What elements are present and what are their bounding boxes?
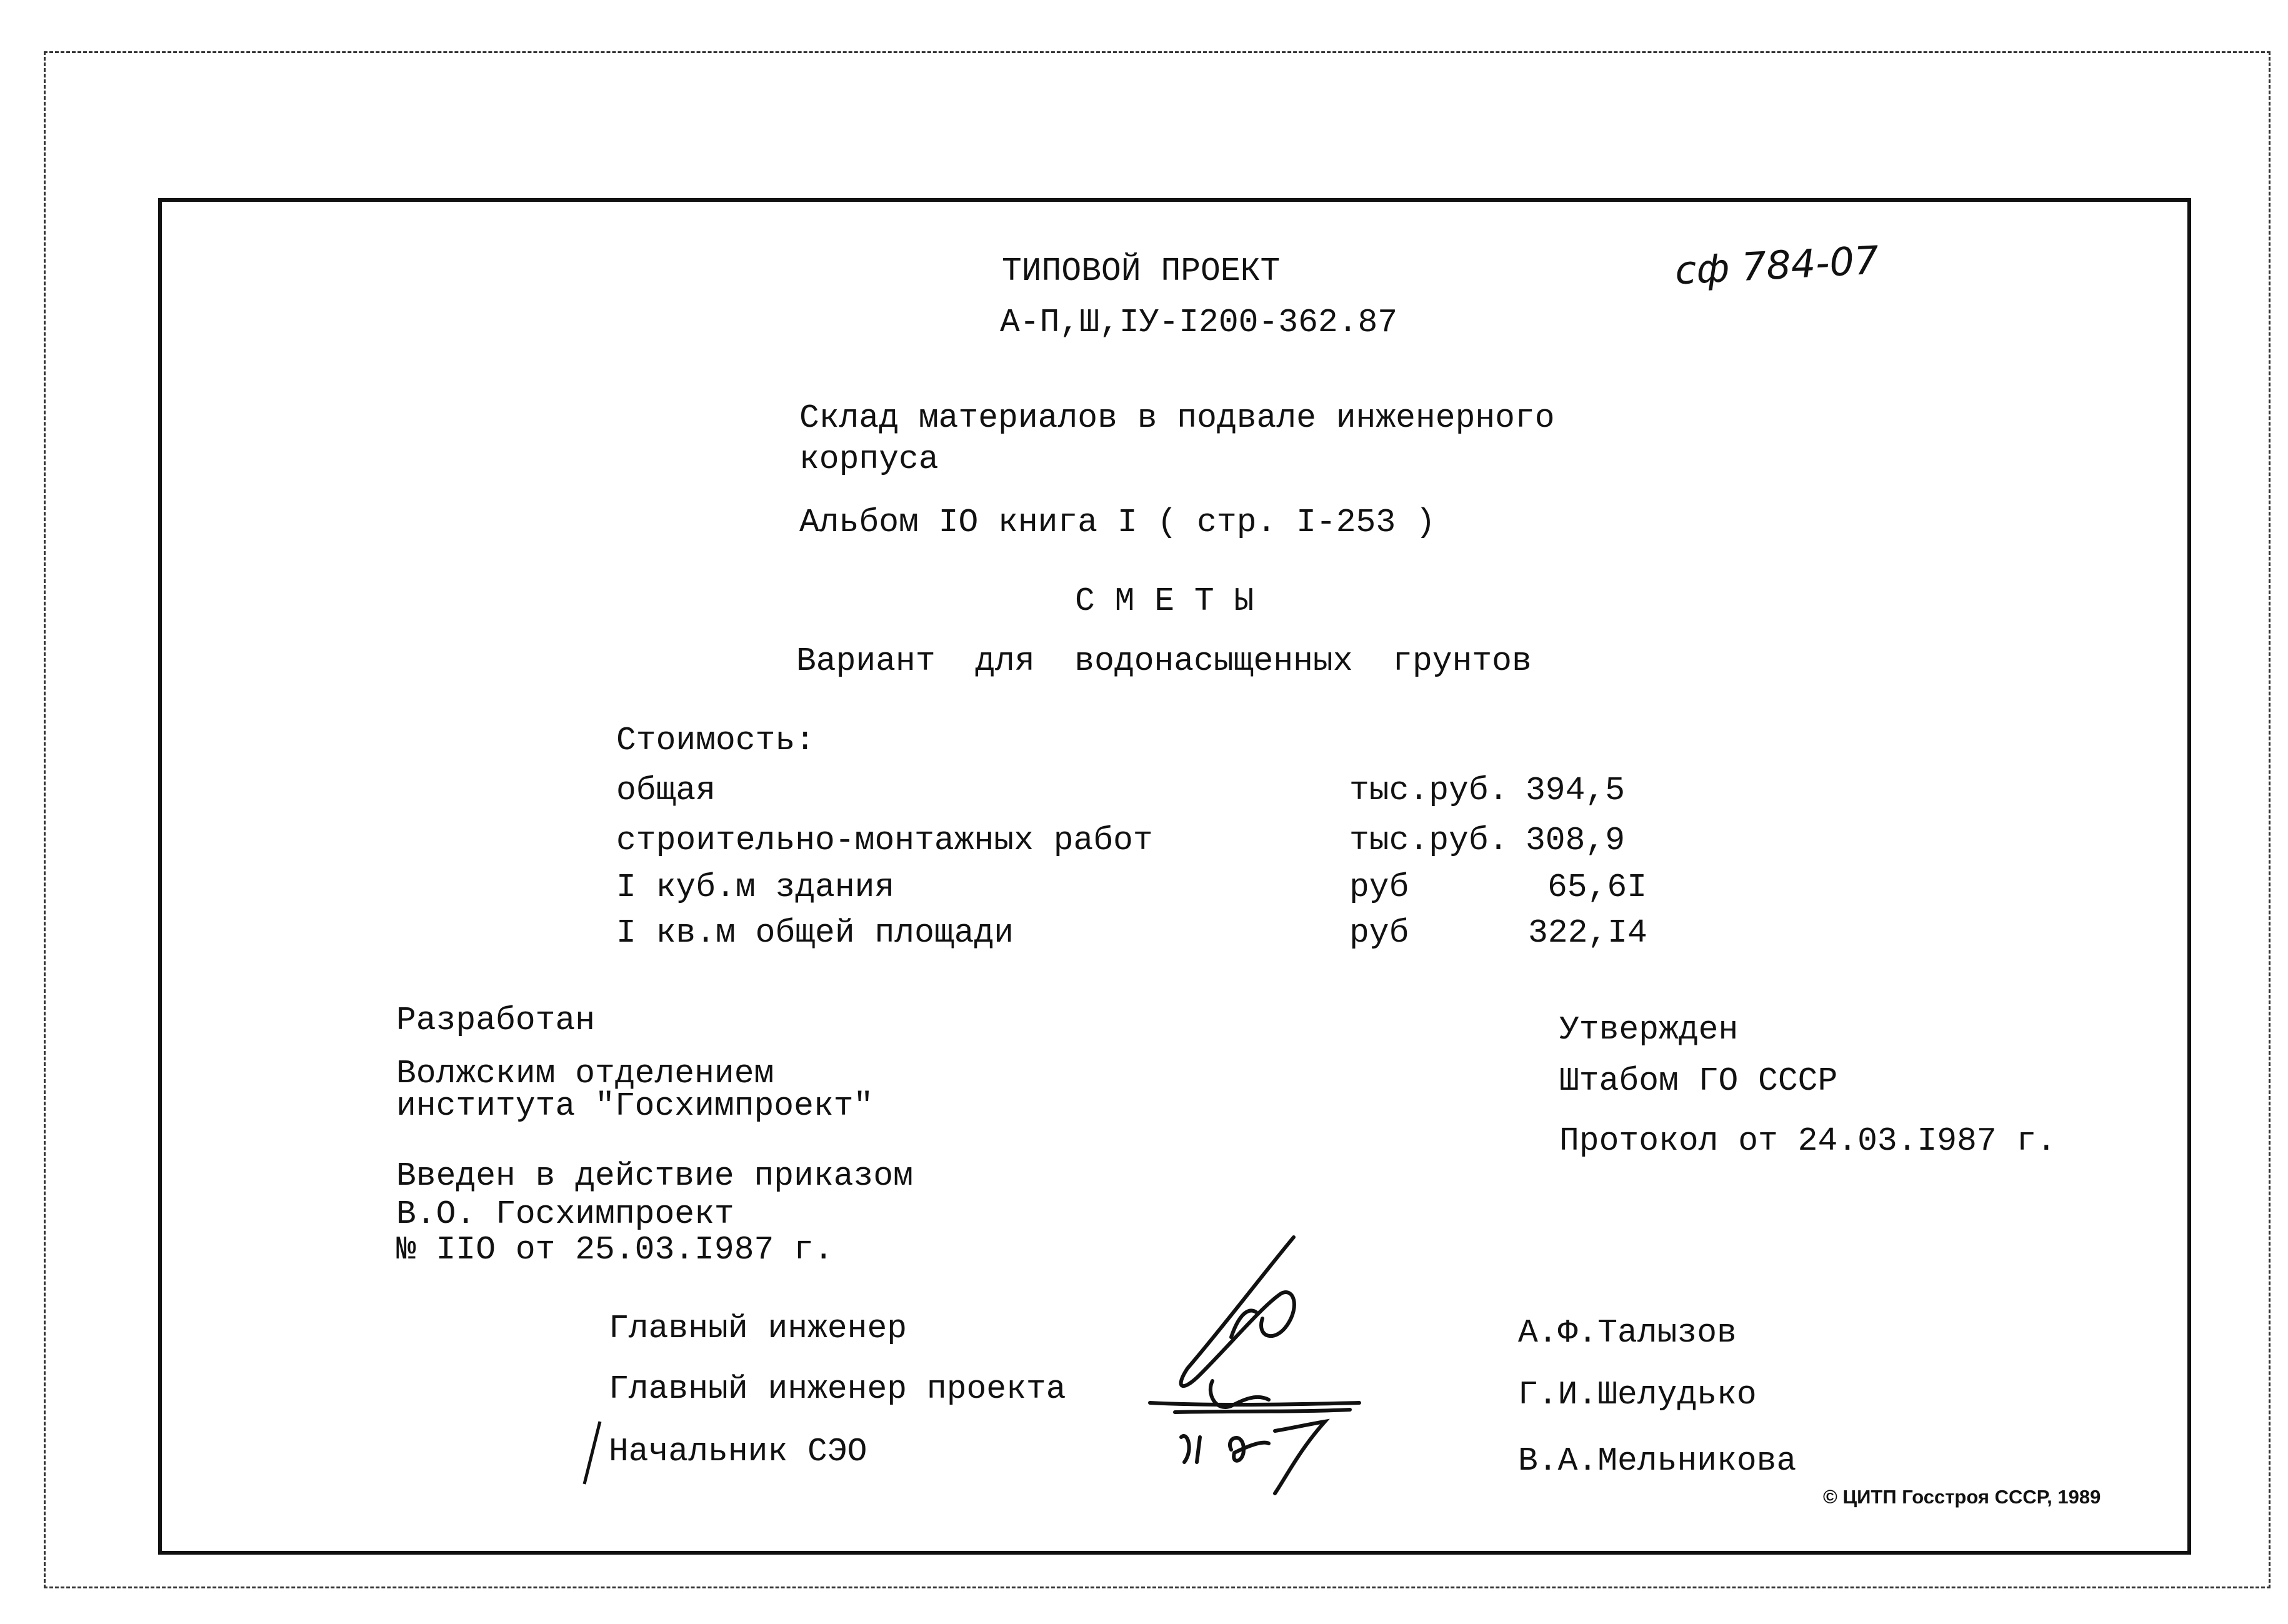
enacted-by: В.О. Госхимпроект <box>396 1195 734 1233</box>
cost-label: I кв.м общей площади <box>616 914 1014 952</box>
approved-heading: Утвержден <box>1559 1011 1739 1049</box>
copyright: © ЦИТП Госстроя СССР, 1989 <box>1823 1486 2101 1508</box>
cost-unit: руб <box>1349 869 1409 906</box>
signatory-name: Г.И.Шелудько <box>1518 1376 1757 1413</box>
cost-unit: тыс.руб. <box>1349 772 1509 809</box>
object-name-cont: корпуса <box>799 441 939 478</box>
cost-label: строительно-монтажных работ <box>616 822 1153 859</box>
section-title: С М Е Т Ы <box>1075 582 1254 620</box>
enacted-order: Введен в действие приказом <box>396 1157 913 1195</box>
doc-type: ТИПОВОЙ ПРОЕКТ <box>1002 252 1281 290</box>
cost-value: 308,9 <box>1525 822 1625 859</box>
cost-value: 65,6I <box>1547 869 1647 906</box>
variant: Вариант для водонасыщенных грунтов <box>796 642 1532 680</box>
object-name: Склад материалов в подвале инженерного <box>799 399 1555 437</box>
approval-protocol: Протокол от 24.03.I987 г. <box>1559 1122 2057 1160</box>
enacted-number: № IIO от 25.03.I987 г. <box>396 1231 834 1268</box>
developed-heading: Разработан <box>396 1002 596 1039</box>
signatures <box>1137 1225 1375 1506</box>
signatory-role: Главный инженер <box>609 1310 907 1347</box>
cost-value: 322,I4 <box>1528 914 1647 952</box>
cost-label: I куб.м здания <box>616 869 895 906</box>
signatory-name: В.А.Мельникова <box>1518 1442 1797 1480</box>
cost-value: 394,5 <box>1525 772 1625 809</box>
signatory-role: Начальник СЭО <box>609 1433 867 1470</box>
project-code: А-П,Ш,IУ-I200-362.87 <box>1000 304 1398 341</box>
cost-label: общая <box>616 772 716 809</box>
handwritten-number: сф 784-07 <box>1674 237 1881 294</box>
cost-unit: тыс.руб. <box>1349 822 1509 859</box>
album-info: Альбом IO книга I ( стр. I-253 ) <box>799 504 1436 541</box>
signatory-role: Главный инженер проекта <box>609 1370 1066 1408</box>
cost-unit: руб <box>1349 914 1409 952</box>
pen-mark <box>575 1418 612 1487</box>
developer-org: Волжским отделением <box>396 1055 774 1092</box>
developer-institute: института "Госхимпроект" <box>396 1087 874 1125</box>
cost-heading: Стоимость: <box>616 722 816 759</box>
signatory-name: А.Ф.Талызов <box>1518 1314 1737 1352</box>
approved-by: Штабом ГО СССР <box>1559 1062 1838 1100</box>
